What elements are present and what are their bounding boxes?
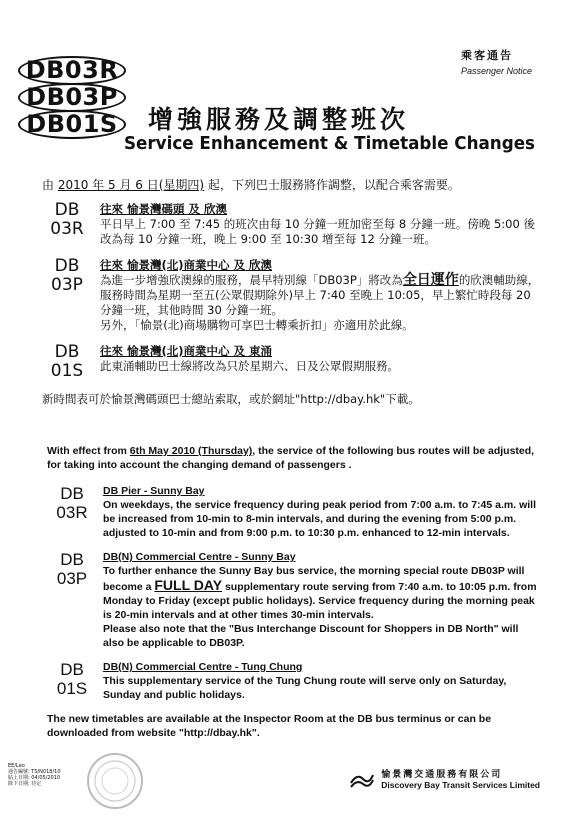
en-block-db03r [47,484,537,540]
en-body-pre: To further enhance the Sunny Bay bus service, the morning special route DB03P will become a [103,565,525,593]
route-label-bottom: 01S [56,679,88,698]
route-label-bottom: 03P [51,275,83,295]
zh-footer: 新時間表可於愉景灣碼頭巴士總站索取，或於網址"http://dbay.hk"下載。 [42,392,420,406]
title-en: Service Enhancement & Timetable Changes [124,133,536,154]
en-body [103,564,537,622]
route-badge-stack [18,56,130,137]
zh-block-db03r [42,201,542,247]
zh-intro [42,176,542,193]
route-label [47,550,97,650]
route-label-top: DB [60,484,84,503]
zh-body-post: 的欣澳輔助線，服務時間為星期一至五(公眾假期除外)早上 7:40 至晚上 10:05，早上繁忙時段每 20 分鐘一班，其他時間 30 分鐘一班。 [100,273,540,317]
route-badge-db03r: DB03R [18,56,126,85]
notice-zh: 乘客通告 [460,49,513,62]
route-label [42,343,92,381]
zh-body: 此東涌輔助巴士線將改為只於星期六、日及公眾假期服務。 [100,359,399,373]
en-block-db03p [47,550,537,650]
zh-block-db03p [42,257,542,333]
english-section [47,444,537,740]
zh-body: 平日早上 7:00 至 7:45 的班次由每 10 分鐘一班加密至每 8 分鐘一班。傍晚 5:00 後改為每 10 分鐘一班，晚上 9:00 至 10:30 增至每 12 分鐘一班。 [100,217,535,246]
stamp-line: EE/Leo [8,763,25,769]
company-signature [349,767,540,790]
en-body-emphasis: FULL DAY [154,577,223,593]
route-label-bottom: 01S [50,361,84,381]
en-heading: DB(N) Commercial Centre - Tung Chung [103,661,303,673]
title-zh: 增強服務及調整班次 [148,105,410,134]
route-label-top: DB [54,256,80,276]
notice-en: Passenger Notice [460,66,532,76]
zh-intro-pre: 由 [42,178,58,192]
zh-intro-date: 2010 年 5 月 6 日(星期四) [57,178,205,192]
route-label-bottom: 03R [50,219,84,239]
company-seal [86,752,144,810]
en-body: This supplementary service of the Tung Chung route will serve only on Saturday, Sunday and public holidays. [103,675,507,701]
en-heading: DB(N) Commercial Centre - Sunny Bay [103,551,296,563]
en-intro-date: 6th May 2010 (Thursday) [129,445,253,457]
stamp-line: 通告編號: TS/N018/10 [8,769,61,775]
notice-stamp-info [8,763,61,787]
zh-body-emphasis: 全日運作 [402,272,459,288]
route-label [47,484,97,540]
zh-intro-post: 起，下列巴士服務將作調整，以配合乘客需要。 [204,178,460,192]
zh-block-db01s [42,343,542,381]
route-label-top: DB [54,342,80,362]
route-label-bottom: 03R [56,503,88,522]
en-footer: The new timetables are available at the Inspector Room at the DB bus terminus or can be downloaded from website "http://dbay.hk". [47,713,492,739]
route-label-bottom: 03P [56,569,88,588]
company-name-en: Discovery Bay Transit Services Limited [381,780,540,790]
chinese-section [42,176,542,407]
zh-body-2: 另外，「愉景(北)商場購物可享巴士轉乘折扣」亦適用於此線。 [100,318,414,332]
stamp-line: 除下日期: 待定 [8,781,42,787]
company-logo-icon [349,769,375,789]
en-block-db01s [47,660,537,702]
route-label [47,660,97,702]
zh-body-pre: 為進一步增強欣澳線的服務，晨早特別線「DB03P」將改為 [100,273,403,287]
route-badge-db01s: DB01S [18,110,126,139]
en-body-post: supplementary route serving from 7:40 a.m. to 10:05 p.m. from Monday to Friday (except public holidays). Service frequency during the morning peak is 20-min intervals and at other times 30-min intervals. [103,581,537,621]
en-body: On weekdays, the service frequency during peak period from 7:00 a.m. to 7:45 a.m. will be increased from 10-min to 8-min intervals, and during the evening from 5:00 p.m. adjusted to 10-min and from 9:00 p.m. to 10:30 p.m. enhanced to 12-min intervals. [103,499,536,539]
route-label [42,257,92,333]
zh-heading: 往來 愉景灣(北)商業中心 及 欣澳 [100,258,273,272]
company-name-zh: 愉景灣交通服務有限公司 [381,770,503,780]
en-intro [47,444,537,472]
route-label-top: DB [60,550,84,569]
route-label-top: DB [54,200,80,220]
route-badge-db03p: DB03P [18,83,126,112]
route-label [42,201,92,247]
zh-body [100,273,542,318]
zh-heading: 往來 愉景灣碼頭 及 欣澳 [100,202,228,216]
passenger-notice-label [461,47,532,76]
en-intro-pre: With effect from [47,445,130,457]
en-heading: DB Pier - Sunny Bay [103,485,205,497]
zh-heading: 往來 愉景灣(北)商業中心 及 東涌 [100,344,273,358]
en-intro-post: , the service of the following bus routes will be adjusted, for taking into account the changing demand of passengers . [47,445,535,471]
en-body-2: Please also note that the "Bus Interchange Discount for Shoppers in DB North" will also be applicable to DB03P. [103,623,519,649]
stamp-line: 貼上日期: 04/05/2010 [8,775,61,781]
route-label-top: DB [60,660,84,679]
